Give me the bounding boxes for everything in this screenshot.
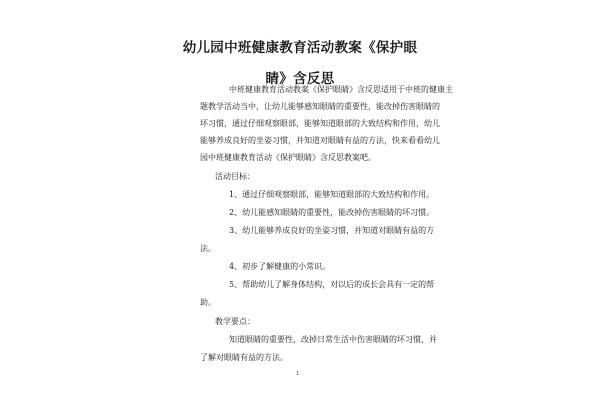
intro-line: 能够养成良好的坐姿习惯，并知道对眼睛有益的方法，快来看看幼儿 <box>200 136 440 145</box>
document-title-line-2: 睛》含反思 <box>265 71 335 87</box>
document-title-line-1: 幼儿园中班健康教育活动教案《保护眼 <box>182 40 418 56</box>
key-point-line: 了解对眼睛有益的方法。 <box>200 353 288 362</box>
goal-item: 5、帮助幼儿了解身体结构，对以后的成长会具有一定的帮 <box>229 280 435 289</box>
goal-item-continuation: 助。 <box>200 298 216 307</box>
key-point-line: 知道眼睛的重要性，改掉日常生活中伤害眼睛的坏习惯，并 <box>229 335 437 344</box>
intro-line: 题教学活动当中，让幼儿能够感知眼睛的重要性，能改掉伤害眼睛的 <box>200 102 440 111</box>
goal-item: 2、幼儿能感知眼睛的重要性，能改掉伤害眼睛的坏习惯。 <box>229 208 435 217</box>
key-points-heading: 教学要点： <box>215 317 255 326</box>
intro-line: 园中班健康教育活动《保护眼睛》含反思教案吧。 <box>200 153 376 162</box>
goal-item: 4、初步了解健康的小常识。 <box>229 262 331 271</box>
intro-line: 坏习惯，通过仔细观察眼部，能够知道眼部的大致结构和作用，幼儿 <box>200 119 440 128</box>
goal-item: 3、幼儿能够养成良好的坐姿习惯，并知道对眼睛有益的方 <box>229 226 435 235</box>
goals-heading: 活动目标： <box>215 172 255 181</box>
page-number: 1 <box>296 371 300 377</box>
goal-item-continuation: 法。 <box>200 244 216 253</box>
goal-item: 1、通过仔细观察眼部，能够知道眼部的大致结构和作用。 <box>229 190 435 199</box>
intro-line: 中班健康教育活动教案《保护眼睛》含反思适用于中班的健康主 <box>229 85 453 94</box>
